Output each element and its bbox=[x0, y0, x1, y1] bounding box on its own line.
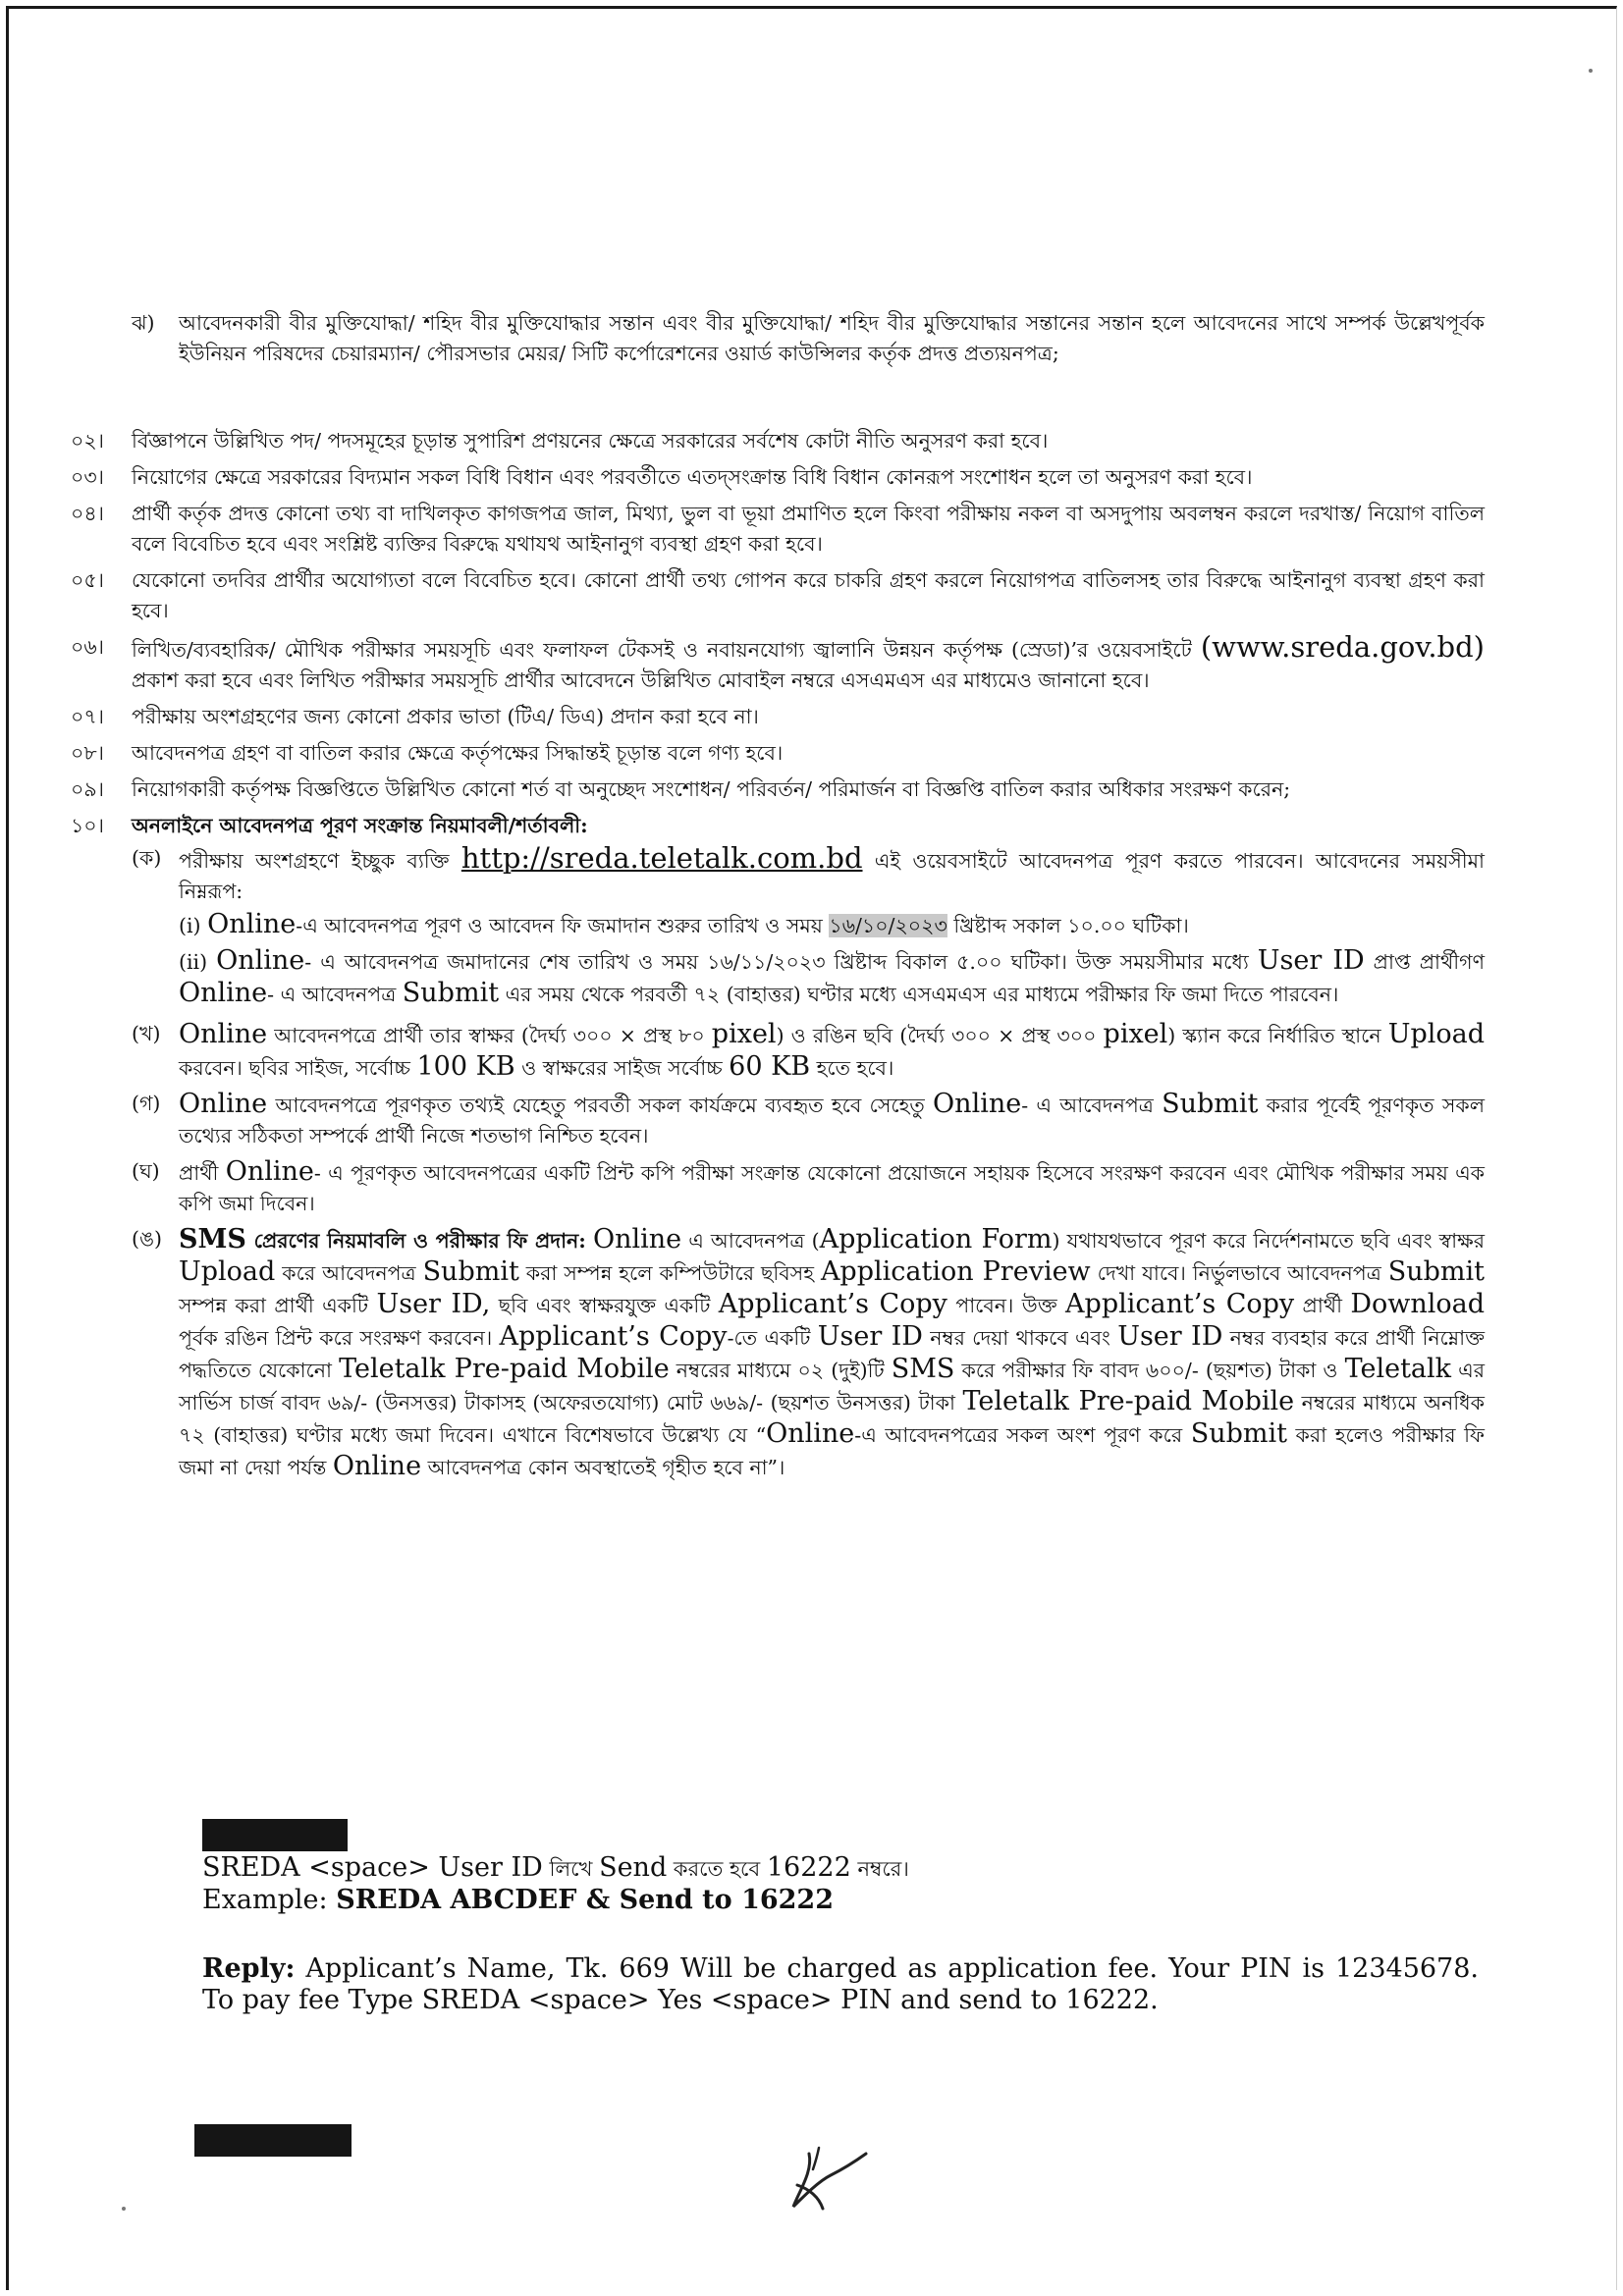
subclause-ka bbox=[132, 843, 1485, 1014]
subclause-text: প্রার্থী bbox=[1294, 1294, 1351, 1317]
subclause-text: - এ আবেদনপত্র bbox=[1021, 1094, 1163, 1117]
timeline-label: (ii) bbox=[179, 950, 208, 974]
subclause-label: (ঘ) bbox=[132, 1159, 160, 1183]
subclause-text: পাবেন। উক্ত bbox=[947, 1294, 1066, 1317]
subclause-label: (গ) bbox=[132, 1092, 161, 1115]
photo-size-limit: 100 KB bbox=[416, 1051, 515, 1082]
upload-term: Upload bbox=[1387, 1019, 1486, 1049]
subclause-text: পূর্বক রঙিন প্রিন্ট করে সংরক্ষণ করবেন। bbox=[179, 1326, 500, 1350]
user-id-term: User ID bbox=[1117, 1321, 1223, 1352]
redaction-bar bbox=[202, 1819, 348, 1851]
application-website-link[interactable]: http://sreda.teletalk.com.bd bbox=[460, 841, 863, 875]
timeline-text: -এ আবেদনপত্র পূরণ ও আবেদন ফি জমাদান শুরুর তারিখ ও সময় bbox=[296, 914, 830, 937]
reply-text: Applicant’s Name, Tk. 669 Will be charged as application fee. Your PIN is 12345678. To pay fee Type SREDA <space> Yes <space> PIN and send to 16222. bbox=[202, 1953, 1479, 2015]
subclause-umo bbox=[132, 1224, 1485, 1483]
item-02 bbox=[71, 426, 1485, 456]
teletalk-term: Teletalk Pre-paid Mobile bbox=[962, 1386, 1295, 1416]
timeline-text: এর সময় থেকে পরবর্তী ৭২ (বাহাত্তর) ঘণ্টার মধ্যে এসএমএস এর মাধ্যমে পরীক্ষার ফি জমা দিতে পারবেন। bbox=[499, 983, 1339, 1006]
subclause-kha bbox=[132, 1019, 1485, 1084]
subclause-text: ও স্বাক্ষরের সাইজ সর্বোচ্চ bbox=[514, 1056, 730, 1080]
teletalk-term: Teletalk bbox=[1344, 1354, 1452, 1384]
online-term: Online bbox=[332, 1451, 422, 1481]
item-text-part: লিখিত/ব্যবহারিক/ মৌখিক পরীক্ষার সময়সূচি এবং ফলাফল টেকসই ও নবায়নযোগ্য জ্বালানি উন্নয়ন কর্তৃপক্ষ (স্রেডা)’র ওয়েবসাইটে bbox=[132, 638, 1192, 662]
subclause-text: হতে হবে। bbox=[810, 1056, 894, 1080]
user-id-term: User ID, bbox=[376, 1289, 491, 1319]
signature-size-limit: 60 KB bbox=[729, 1051, 811, 1082]
online-term: Online bbox=[225, 1156, 314, 1187]
subclause-ga bbox=[132, 1089, 1485, 1151]
start-date: ১৬/১০/২০২৩ bbox=[829, 914, 947, 937]
submit-term: Submit bbox=[422, 1256, 519, 1287]
timeline-text: প্রাপ্ত প্রার্থীগণ bbox=[1364, 950, 1485, 974]
item-text bbox=[132, 632, 1485, 696]
applicants-copy-term: Applicant’s Copy bbox=[1065, 1289, 1295, 1319]
subclause-text: করা সম্পন্ন হলে কম্পিউটারে ছবিসহ bbox=[518, 1261, 821, 1285]
subclause-heading: প্রেরণের নিয়মাবলি ও পরীক্ষার ফি প্রদান: bbox=[245, 1229, 586, 1253]
item-number: ০৬। bbox=[71, 635, 104, 659]
submit-term: Submit bbox=[1387, 1256, 1485, 1287]
online-term: Online bbox=[933, 1089, 1022, 1119]
item-text: প্রার্থী কর্তৃক প্রদত্ত কোনো তথ্য বা দাখিলকৃত কাগজপত্র জাল, মিথ্যা, ভুল বা ভূয়া প্রমাণিত হলে কিংবা পরীক্ষায় নকল বা অসদুপায় অবলম্বন করলে দরখাস্ত/ নিয়োগ বাতিল বলে বিবেচিত হবে এবং সংশ্লিষ্ট ব্যক্তির বিরুদ্ধে যথাযথ আইনানুগ ব্যবস্থা গ্রহণ করা হবে। bbox=[132, 502, 1485, 556]
item-03 bbox=[71, 462, 1485, 493]
sms-example-line bbox=[202, 1885, 1479, 1916]
subclause-text: পরীক্ষায় অংশগ্রহণে ইচ্ছুক ব্যক্তি bbox=[179, 849, 461, 873]
submit-term: Submit bbox=[402, 978, 500, 1008]
section-heading: অনলাইনে আবেদনপত্র পূরণ সংক্রান্ত নিয়মাবলী/শর্তাবলী: bbox=[132, 814, 588, 837]
submit-term: Submit bbox=[1190, 1418, 1287, 1449]
item-08 bbox=[71, 738, 1485, 769]
item-text-part: প্রকাশ করা হবে এবং লিখিত পরীক্ষার সময়সূচি প্রার্থীর আবেদনে উল্লিখিত মোবাইল নম্বরে এসএমএস এর মাধ্যমেও জানানো হবে। bbox=[132, 668, 1150, 692]
example-label: Example: bbox=[202, 1885, 337, 1915]
applicants-copy-term: Applicant’s Copy bbox=[499, 1321, 728, 1352]
online-term: Online bbox=[179, 1019, 268, 1049]
item-04 bbox=[71, 499, 1485, 560]
website-link[interactable]: (www.sreda.gov.bd) bbox=[1200, 630, 1485, 664]
online-term: Online bbox=[216, 945, 305, 976]
application-form-term: Application Form bbox=[819, 1224, 1053, 1255]
timeline-text: - এ আবেদনপত্র জমাদানের শেষ তারিখ ও সময় ১৬/১১/২০২৩ খ্রিষ্টাব্দ বিকাল ৫.০০ ঘটিকা। উক্ত সময়সীমার মধ্যে bbox=[304, 950, 1258, 974]
subclause-text: আবেদনপত্রে প্রার্থী তার স্বাক্ষর (দৈর্ঘ্য ৩০০ × প্রস্থ ৮০ bbox=[267, 1024, 712, 1047]
subclause-text: আবেদনপত্রে পূরণকৃত তথ্যই যেহেতু পরবর্তী সকল কার্যক্রমে ব্যবহৃত হবে সেহেতু bbox=[267, 1094, 934, 1117]
sms-term: SMS bbox=[891, 1354, 955, 1384]
item-number: ০২। bbox=[71, 429, 104, 453]
online-term: Online bbox=[207, 909, 297, 939]
submit-term: Submit bbox=[1162, 1089, 1259, 1119]
subclause-text: নম্বর ব্যবহার করে প্রার্থী নিম্নোক্ত পদ্ধতিতে যেকোনো bbox=[179, 1326, 1485, 1382]
sms-text: করতে হবে bbox=[667, 1857, 767, 1881]
subclause-gha bbox=[132, 1156, 1485, 1219]
subclause-text: করে আবেদনপত্র bbox=[275, 1261, 423, 1285]
redaction-bar bbox=[194, 2124, 352, 2157]
send-term: Send bbox=[599, 1852, 668, 1883]
subclause-text: এ আবেদনপত্র ( bbox=[681, 1229, 820, 1253]
item-text: পরীক্ষায় অংশগ্রহণের জন্য কোনো প্রকার ভাতা (টিএ/ ডিএ) প্রদান করা হবে না। bbox=[132, 705, 759, 728]
online-term: Online bbox=[766, 1418, 855, 1449]
subclause-label: (খ) bbox=[132, 1022, 161, 1045]
subclause-label: (ঙ) bbox=[132, 1227, 163, 1251]
subclause-text: আবেদনপত্র কোন অবস্থাতেই গৃহীত হবে না”। bbox=[421, 1456, 785, 1479]
subclause-text: নম্বর দেয়া থাকবে এবং bbox=[922, 1326, 1118, 1350]
item-number: ০৮। bbox=[71, 741, 104, 765]
timeline-start bbox=[179, 909, 1485, 941]
item-number: ০৯। bbox=[71, 777, 104, 801]
sms-text: নম্বরে। bbox=[850, 1857, 909, 1881]
subclause-label: (ক) bbox=[132, 846, 162, 870]
subclause-text: এই ওয়েবসাইটে আবেদনপত্র পূরণ করতে পারবেন। আবেদনের সময়সীমা নিম্নরূপ: bbox=[179, 849, 1485, 903]
subclause-text: প্রার্থী bbox=[179, 1161, 226, 1185]
user-id-term: User ID bbox=[817, 1321, 923, 1352]
subclause-text: দেখা যাবে। নির্ভুলভাবে আবেদনপত্র bbox=[1090, 1261, 1388, 1285]
pixel-term: pixel bbox=[1103, 1019, 1168, 1049]
item-10 bbox=[71, 811, 1485, 1488]
online-term: Online bbox=[179, 1089, 268, 1119]
subclause-text: ) স্ক্যান করে নির্ধারিত স্থানে bbox=[1167, 1024, 1388, 1047]
teletalk-term: Teletalk Pre-paid Mobile bbox=[339, 1354, 670, 1384]
example-value: SREDA ABCDEF & Send to 16222 bbox=[336, 1885, 834, 1915]
sms-text: লিখে bbox=[542, 1857, 600, 1881]
item-number: ০৫। bbox=[71, 568, 104, 592]
sms-format-line bbox=[202, 1852, 1479, 1885]
upload-term: Upload bbox=[179, 1256, 276, 1287]
signature-mark bbox=[780, 2134, 878, 2213]
document-body bbox=[71, 308, 1485, 1488]
application-preview-term: Application Preview bbox=[820, 1256, 1091, 1287]
timeline-text: - এ আবেদনপত্র bbox=[267, 983, 403, 1006]
subclause-text: এর সার্ভিস চার্জ বাবদ ৬৯/- (উনসত্তর) টাকাসহ (অফেরতযোগ্য) মোট ৬৬৯/- (ছয়শত উনসত্তর) টাকা bbox=[179, 1359, 1485, 1415]
subclause-text: -তে একটি bbox=[727, 1326, 818, 1350]
subclause-text: নম্বরের মাধ্যমে ০২ (দুই)টি bbox=[669, 1359, 892, 1382]
subclause-text: সম্পন্ন করা প্রার্থী একটি bbox=[179, 1294, 377, 1317]
sms-reply bbox=[202, 1953, 1479, 2016]
scan-speck bbox=[122, 2207, 126, 2211]
item-text: যেকোনো তদবির প্রার্থীর অযোগ্যতা বলে বিবেচিত হবে। কোনো প্রার্থী তথ্য গোপন করে চাকরি গ্রহণ করলে নিয়োগপত্র বাতিলসহ তার বিরুদ্ধে আইনানুগ ব্যবস্থা গ্রহণ করা হবে। bbox=[132, 568, 1485, 622]
clause-label: ঝ) bbox=[132, 311, 155, 335]
item-number: ০৩। bbox=[71, 465, 104, 489]
subclause-text: ) ও রঙিন ছবি (দৈর্ঘ্য ৩০০ × প্রস্থ ৩০০ bbox=[776, 1024, 1104, 1047]
pixel-term: pixel bbox=[711, 1019, 777, 1049]
sms-instructions bbox=[202, 1852, 1479, 2016]
applicants-copy-term: Applicant’s Copy bbox=[718, 1289, 947, 1319]
subclause-text: করা হলেও পরীক্ষার ফি জমা না দেয়া পর্যন্ত bbox=[179, 1423, 1485, 1479]
subclause-text: -এ আবেদনপত্রের সকল অংশ পূরণ করে bbox=[854, 1423, 1191, 1447]
sms-format: SREDA <space> User ID bbox=[202, 1852, 543, 1883]
subclause-text: নম্বরের মাধ্যমে অনধিক ৭২ (বাহাত্তর) ঘণ্টার মধ্যে জমা দিবেন। এখানে বিশেষভাবে উল্লেখ্য যে “ bbox=[179, 1391, 1485, 1447]
subclause-text: - এ পূরণকৃত আবেদনপত্রের একটি প্রিন্ট কপি পরীক্ষা সংক্রান্ত যেকোনো প্রয়োজনে সহায়ক হিসেবে সংরক্ষণ করবেন এবং মৌখিক পরীক্ষার সময় এক কপি জমা দিবেন। bbox=[179, 1161, 1486, 1215]
item-06 bbox=[71, 632, 1485, 696]
timeline-text: খ্রিষ্টাব্দ সকাল ১০.০০ ঘটিকা। bbox=[947, 914, 1189, 937]
subclause-text: করার পূর্বেই পূরণকৃত সকল তথ্যের সঠিকতা সম্পর্কে প্রার্থী নিজে শতভাগ নিশ্চিত হবেন। bbox=[179, 1094, 1485, 1148]
item-number: ১০। bbox=[71, 814, 104, 837]
item-number: ০৪। bbox=[71, 502, 104, 525]
item-text: বিজ্ঞাপনে উল্লিখিত পদ/ পদসমূহের চূড়ান্ত সুপারিশ প্রণয়নের ক্ষেত্রে সরকারের সর্বশেষ কোটা নীতি অনুসরণ করা হবে। bbox=[132, 429, 1049, 453]
timeline-label: (i) bbox=[179, 914, 201, 937]
item-text: নিয়োগকারী কর্তৃপক্ষ বিজ্ঞপ্তিতে উল্লিখিত কোনো শর্ত বা অনুচ্ছেদ সংশোধন/ পরিবর্তন/ পরিমার্জন বা বিজ্ঞপ্তি বাতিল করার অধিকার সংরক্ষণ করেন; bbox=[132, 777, 1291, 801]
online-term: Online bbox=[592, 1224, 682, 1255]
reply-label: Reply: bbox=[202, 1953, 296, 1984]
scan-speck bbox=[1589, 69, 1593, 73]
subclause-text: করবেন। ছবির সাইজ, সর্বোচ্চ bbox=[179, 1056, 417, 1080]
item-text: আবেদনপত্র গ্রহণ বা বাতিল করার ক্ষেত্রে কর্তৃপক্ষের সিদ্ধান্তই চূড়ান্ত বলে গণ্য হবে। bbox=[132, 741, 784, 765]
subclause-text: করে পরীক্ষার ফি বাবদ ৬০০/- (ছয়শত) টাকা ও bbox=[954, 1359, 1345, 1382]
item-05 bbox=[71, 565, 1485, 626]
subclause-text: ) যথাযথভাবে পূরণ করে নির্দেশনামতে ছবি এবং স্বাক্ষর bbox=[1052, 1229, 1485, 1253]
timeline-end bbox=[179, 945, 1485, 1010]
clause-jha bbox=[132, 308, 1485, 369]
clause-text: আবেদনকারী বীর মুক্তিযোদ্ধা/ শহিদ বীর মুক্তিযোদ্ধার সন্তান এবং বীর মুক্তিযোদ্ধা/ শহিদ বীর মুক্তিযোদ্ধার সন্তানের সন্তান হলে আবেদনের সাথে সম্পর্ক উল্লেখপূর্বক ইউনিয়ন পরিষদের চেয়ারম্যান/ পৌরসভার মেয়র/ সিটি কর্পোরেশনের ওয়ার্ড কাউন্সিলর কর্তৃক প্রদত্ত প্রত্যয়নপত্র; bbox=[179, 311, 1485, 365]
subclause-text: ছবি এবং স্বাক্ষরযুক্ত একটি bbox=[490, 1294, 719, 1317]
sms-number: 16222 bbox=[766, 1852, 851, 1883]
sms-term: SMS bbox=[179, 1224, 246, 1255]
item-09 bbox=[71, 774, 1485, 805]
item-07 bbox=[71, 702, 1485, 732]
user-id-term: User ID bbox=[1257, 945, 1365, 976]
item-text: নিয়োগের ক্ষেত্রে সরকারের বিদ্যমান সকল বিধি বিধান এবং পরবর্তীতে এতদ্‌সংক্রান্ত বিধি বিধান কোনরূপ সংশোধন হলে তা অনুসরণ করা হবে। bbox=[132, 465, 1253, 489]
item-number: ০৭। bbox=[71, 705, 104, 728]
download-term: Download bbox=[1350, 1289, 1486, 1319]
online-term: Online bbox=[179, 978, 268, 1008]
